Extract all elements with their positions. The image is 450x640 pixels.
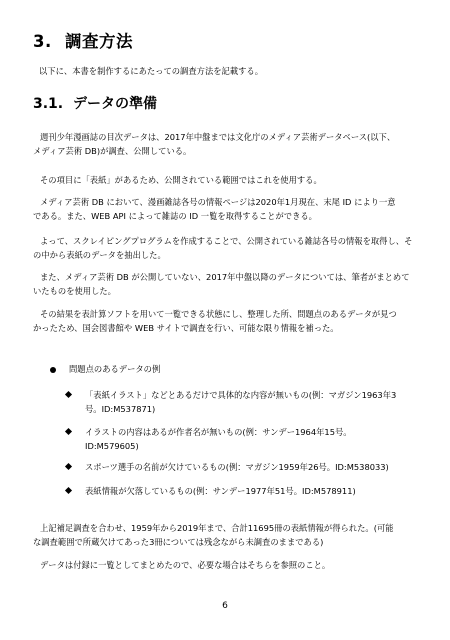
paragraph (33, 130, 428, 158)
subsection-heading (33, 93, 157, 113)
diamond-bullet-icon (65, 391, 72, 398)
problem-item-line: 「表紙イラスト」などとあるだけで具体的な内容が無いもの(例：マガジン1963年3 (85, 390, 397, 400)
paragraph-line: その項目に「表紙」があるため、公開されている範囲ではこれを使用する。 (40, 175, 322, 185)
problem-list-title: 問題点のあるデータの例 (69, 364, 161, 374)
paragraph (33, 234, 428, 262)
paragraph-line: の中から表紙のデータを抽出した。 (33, 250, 166, 260)
bullet-icon (50, 367, 56, 373)
section-title: 調査方法 (65, 32, 133, 51)
paragraph (33, 270, 428, 298)
paragraph-line: かったため、国会図書館や WEB サイトで調査を行い、可能な限り情報を補った。 (33, 323, 339, 333)
closing-paragraph (33, 521, 428, 549)
problem-item-line: 号。ID:M537871) (85, 404, 156, 414)
diamond-bullet-icon (65, 428, 72, 435)
intro-text: 以下に、本書を制作するにあたっての調査方法を記載する。 (39, 66, 264, 76)
diamond-bullet-icon (65, 463, 72, 470)
paragraph-line: データは付録に一覧としてまとめたので、必要な場合はそちらを参照のこと。 (40, 560, 331, 570)
subsection-title: データの準備 (73, 96, 157, 112)
paragraph-line: いたものを使用した。 (33, 286, 116, 296)
section-number: 3. (33, 32, 52, 51)
paragraph-line: 週刊少年漫画誌の目次データは、2017年中盤までは文化庁のメディア芸術データベース(以下、 (40, 132, 396, 142)
paragraph-line: その結果を表計算ソフトを用いて一覧できる状態にし、整理した所、問題点のあるデータが見つ (40, 309, 397, 319)
section-heading (33, 28, 133, 52)
paragraph-line: 上記補足調査を合わせ、1959年から2019年まで、合計11695冊の表紙情報が得られた。(可能 (40, 523, 394, 533)
paragraph (33, 173, 428, 187)
paragraph-line: な調査範囲で所蔵欠けてあった3冊については残念ながら未調査のままである) (33, 537, 324, 547)
problem-item-line: スポーツ選手の名前が欠けているもの(例：マガジン1959年26号。ID:M538033) (85, 462, 389, 472)
paragraph-line: よって、スクレイピングプログラムを作成することで、公開されている雑誌各号の情報を取得し、そ (40, 236, 413, 246)
diamond-bullet-icon (65, 487, 72, 494)
problem-list-heading (50, 363, 160, 375)
problem-item-line: イラストの内容はあるが作者名が無いもの(例：サンデー1964年15号。 (85, 427, 352, 437)
paragraph-line: メディア芸術 DB において、漫画雑誌各号の情報ページは2020年1月現在、末尾 ID により一意 (40, 197, 396, 207)
problem-item-line: ID:M579605) (85, 441, 139, 451)
closing-paragraph (33, 558, 428, 572)
page-number: 6 (222, 601, 228, 611)
paragraph (33, 307, 428, 335)
paragraph-line: メディア芸術 DB)が調査、公開している。 (33, 146, 192, 156)
paragraph (33, 195, 428, 223)
paragraph-line: また、メディア芸術 DB が公開していない、2017年中盤以降のデータについては、筆者がまとめて (40, 272, 410, 282)
problem-item-line: 表紙情報が欠落しているもの(例：サンデー1977年51号。ID:M578911) (85, 486, 356, 496)
paragraph-line: である。また、WEB API によって雑誌の ID 一覧を取得することができる。 (33, 211, 317, 221)
subsection-number: 3.1. (33, 96, 64, 112)
